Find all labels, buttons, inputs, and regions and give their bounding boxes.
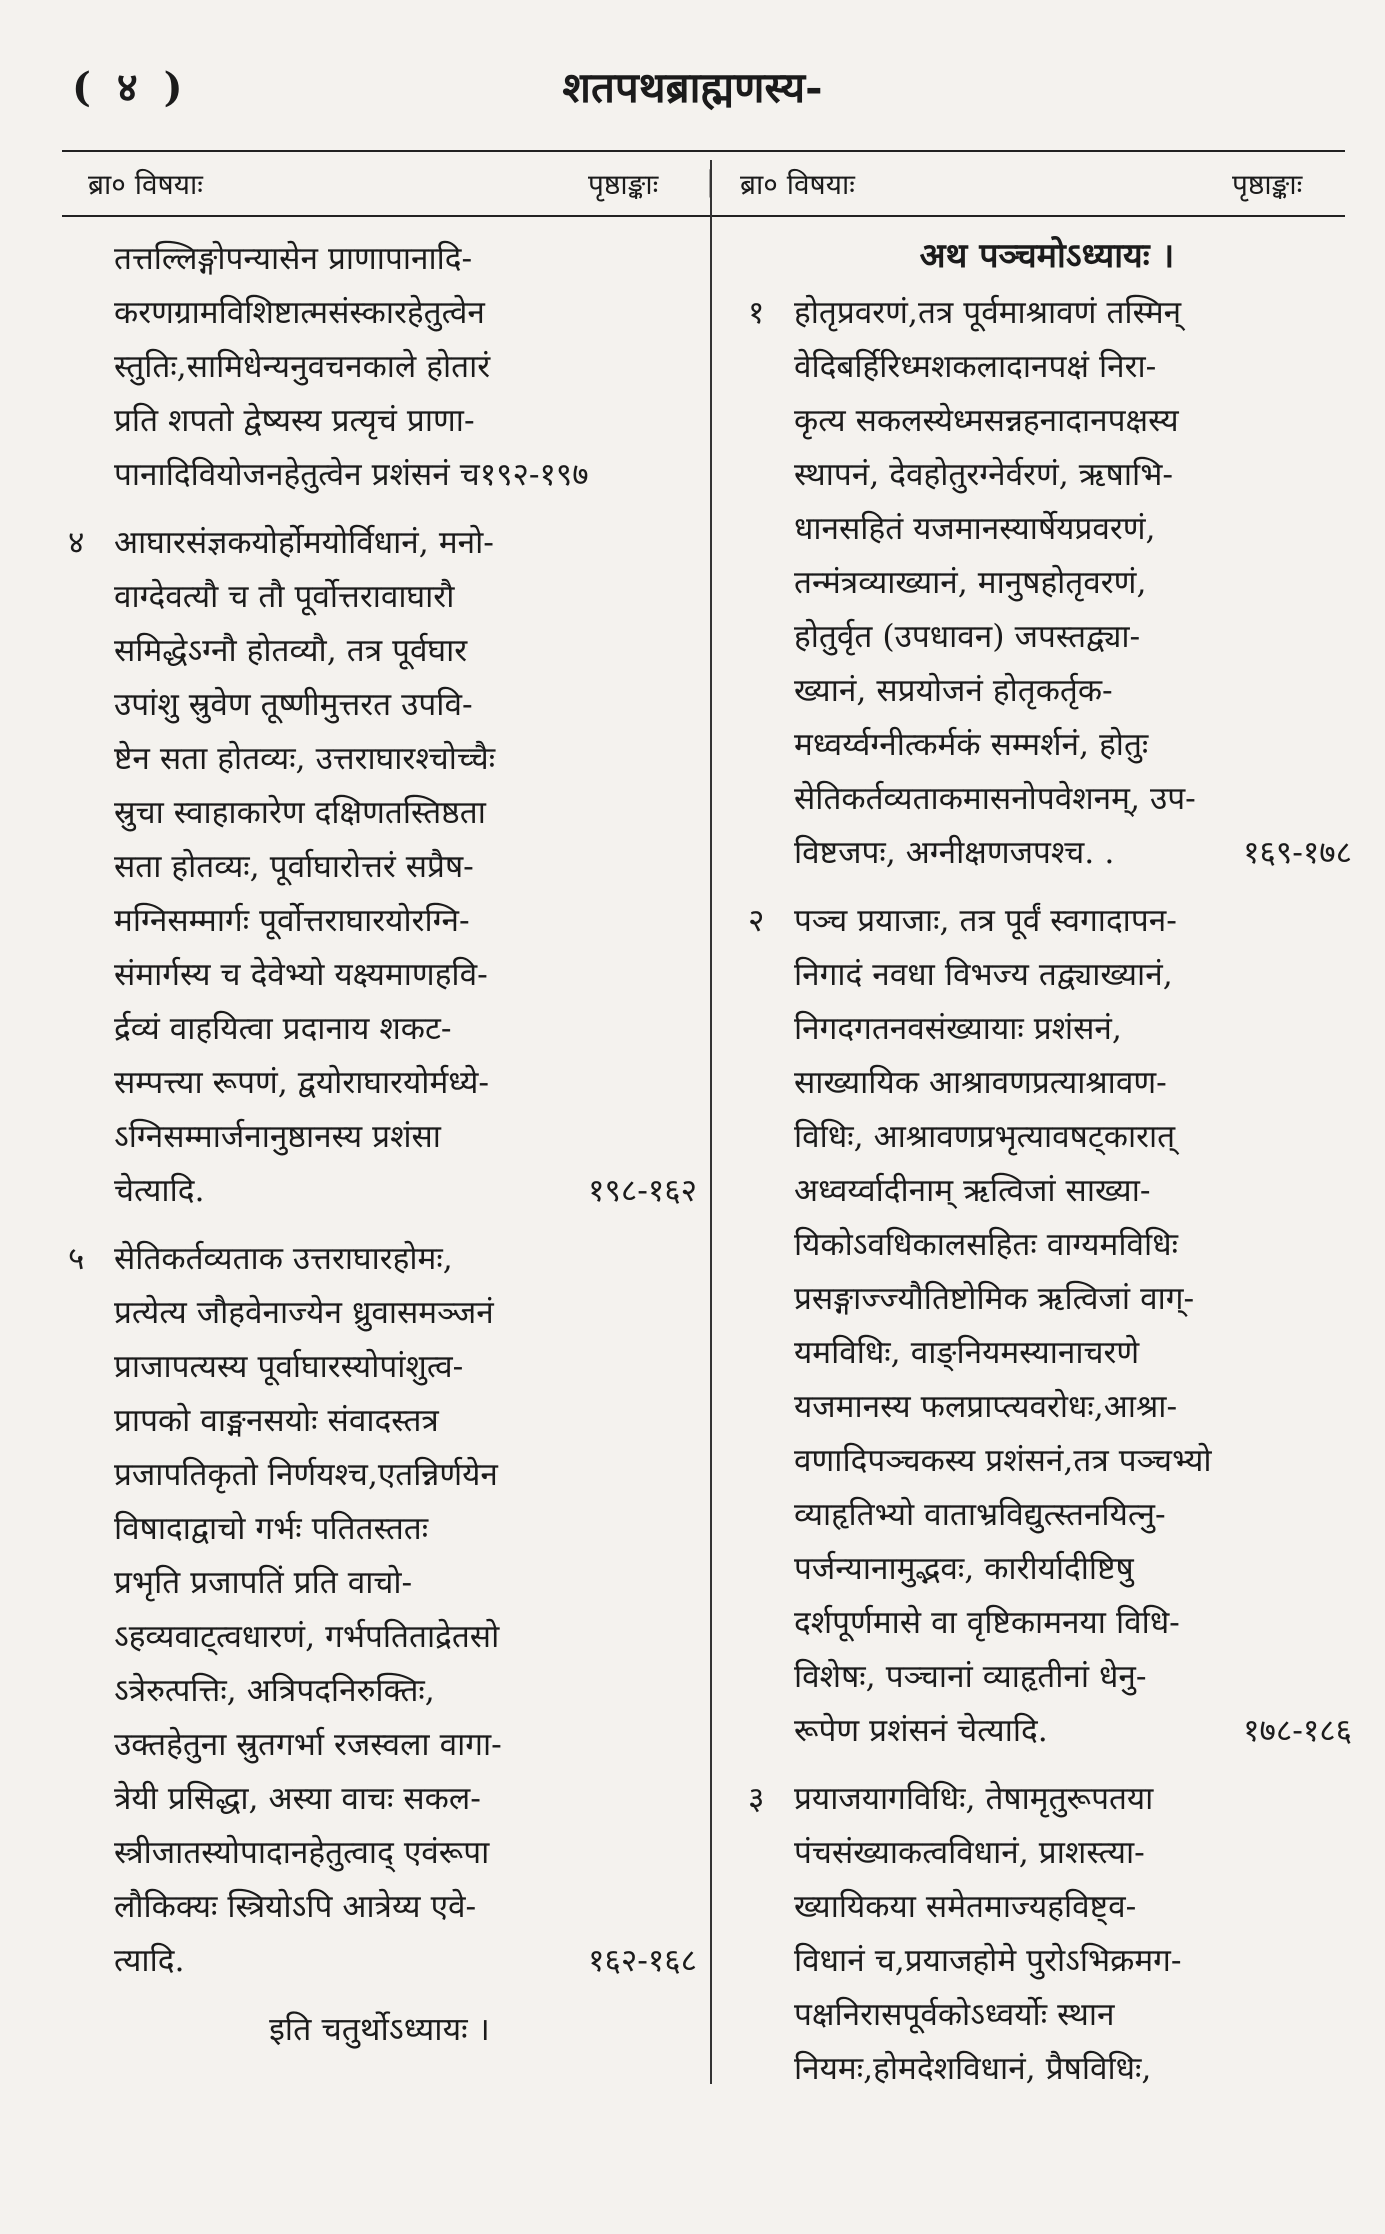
entry-4 [62, 516, 697, 1218]
text-line: पानादिवियोजनहेतुत्वेन प्रशंसनं च१९२-१९७ [114, 457, 589, 493]
text-line: उक्तहेतुना स्रुतगर्भा रजस्वला वागा- [114, 1727, 502, 1763]
page-range: १९८-१६२ [588, 1173, 697, 1209]
entry-3 [742, 1772, 1352, 2096]
text-line: तन्मंत्रव्याख्यानं, मानुषहोतृवरणं, [794, 565, 1147, 601]
text-line: यिकोऽवधिकालसहितः वाग्यमविधिः [794, 1227, 1178, 1263]
entry-5 [62, 1232, 697, 1988]
chapter-end: इति चतुर्थोऽध्यायः । [269, 2010, 490, 2048]
text-line: आघारसंज्ञकयोर्होमयोर्विधानं, मनो- [114, 525, 494, 561]
text-line: तत्तल्लिङ्गोपन्यासेन प्राणापानादि- [114, 241, 473, 277]
running-title: शतपथब्राह्मणस्य- [562, 63, 823, 112]
text-line: ख्यानं, सप्रयोजनं होतृकर्तृक- [794, 673, 1113, 709]
text-line: प्रति शपतो द्वेष्यस्य प्रत्यृचं प्राणा- [114, 403, 475, 439]
text-line: मग्निसम्मार्गः पूर्वोत्तराघारयोरग्नि- [114, 903, 470, 939]
text-line: यमविधिः, वाङ्नियमस्यानाचरणे [794, 1335, 1140, 1371]
text-line: सम्पत्त्या रूपणं, द्वयोराघारयोर्मध्ये- [114, 1065, 490, 1101]
text-line: उपांशु स्रुवेण तूष्णीमुत्तरत उपवि- [114, 687, 473, 723]
text-line: विधानं च,प्रयाजहोमे पुरोऽभिक्रमग- [794, 1943, 1182, 1979]
text-line: चेत्यादि. [114, 1173, 205, 1209]
text-line: स्थापनं, देवहोतुरग्नेर्वरणं, ऋषाभि- [794, 457, 1173, 493]
text-line: विष्टजपः, अग्नीक्षणजपश्च. . [794, 835, 1115, 871]
text-line: संमार्गस्य च देवेभ्यो यक्ष्यमाणहवि- [114, 957, 488, 993]
entry-number: ४ [68, 525, 85, 561]
text-line: साख्यायिक आश्रावणप्रत्याश्रावण- [794, 1065, 1167, 1101]
text-line: निगदगतनवसंख्यायाः प्रशंसनं, [794, 1011, 1122, 1047]
text-line: नियमः,होमदेशविधानं, प्रैषविधिः, [794, 2051, 1152, 2087]
text-line: प्राजापत्यस्य पूर्वाघारस्योपांशुत्व- [114, 1349, 464, 1385]
text-line: करणग्रामविशिष्टात्मसंस्कारहेतुत्वेन [114, 295, 485, 331]
text-line: प्रयाजयागविधिः, तेषामृतुरूपतया [794, 1781, 1154, 1817]
entry-number: १ [748, 295, 765, 331]
text-line-last [114, 1164, 697, 1218]
text-line: वेदिबर्हिरिध्मशकलादानपक्षं निरा- [794, 349, 1157, 385]
text-line: लौकिक्यः स्त्रियोऽपि आत्रेय्य एवे- [114, 1889, 477, 1925]
text-line: सेतिकर्तव्यताकमासनोपवेशनम्, उप- [794, 781, 1196, 817]
text-line: प्रापको वाङ्मनसयोः संवादस्तत्र [114, 1403, 439, 1439]
text-line: समिद्धेऽग्नौ होतव्यौ, तत्र पूर्वघार [114, 633, 468, 669]
entry-1 [742, 286, 1352, 880]
text-line: पर्जन्यानामुद्भवः, कारीर्यादीष्टिषु [794, 1551, 1134, 1587]
entry-2 [742, 894, 1352, 1758]
text-line: सता होतव्यः, पूर्वाघारोत्तरं सप्रैष- [114, 849, 474, 885]
left-page-label: पृष्ठाङ्काः [588, 168, 659, 201]
text-line: प्रजापतिकृतो निर्णयश्च,एतन्निर्णयेन [114, 1457, 498, 1493]
text-line: विशेषः, पञ्चानां व्याहृतीनां धेनु- [794, 1659, 1147, 1695]
text-line: प्रत्येत्य जौहवेनाज्येन ध्रुवासमञ्जनं [114, 1295, 494, 1331]
left-continuation [62, 232, 697, 502]
left-column [62, 232, 697, 2056]
text-line-last [794, 1704, 1352, 1758]
right-page-label: पृष्ठाङ्काः [1232, 168, 1303, 201]
right-column-header: ब्रा० विषयाः [740, 168, 855, 201]
text-line: दर्शपूर्णमासे वा वृष्टिकामनया विधि- [794, 1605, 1180, 1641]
top-rule [62, 150, 1345, 152]
text-line: यजमानस्य फलप्राप्त्यवरोधः,आश्रा- [794, 1389, 1178, 1425]
text-line: वाग्देवत्यौ च तौ पूर्वोत्तरावाघारौ [114, 579, 455, 615]
text-line: ऽहव्यवाट्त्वधारणं, गर्भपतिताद्रेतसो [114, 1619, 500, 1655]
header-separator: | [706, 165, 716, 198]
text-line: होतुर्वृत (उपधावन) जपस्तद्व्या- [794, 619, 1141, 655]
header-rule [62, 215, 1345, 217]
text-line: ऽग्निसम्मार्जनानुष्ठानस्य प्रशंसा [114, 1119, 441, 1155]
text-line: विषादाद्वाचो गर्भः पतितस्ततः [114, 1511, 429, 1547]
entry-number: ३ [748, 1781, 765, 1817]
text-line: प्रसङ्गाज्ज्यौतिष्टोमिक ऋत्विजां वाग्- [794, 1281, 1195, 1317]
page-number: ( ४ ) [72, 64, 189, 111]
text-line: अध्वर्य्वादीनाम् ऋत्विजां साख्या- [794, 1173, 1151, 1209]
text-line: रूपेण प्रशंसनं चेत्यादि. [794, 1713, 1048, 1749]
page-range: १७८-१८६ [1243, 1713, 1352, 1749]
text-line: स्रुचा स्वाहाकारेण दक्षिणतस्तिष्ठता [114, 795, 486, 831]
entry-number: ५ [68, 1241, 85, 1277]
text-line: त्यादि. [114, 1943, 185, 1979]
text-line: विधिः, आश्रावणप्रभृत्यावषट्कारात् [794, 1119, 1176, 1155]
text-line: पंचसंख्याकत्वविधानं, प्राशस्त्या- [794, 1835, 1145, 1871]
text-line-last [794, 826, 1352, 880]
text-line: पञ्च प्रयाजाः, तत्र पूर्वं स्वगादापन- [794, 903, 1177, 939]
right-column [742, 232, 1352, 2110]
entry-number: २ [748, 903, 765, 939]
text-line: त्रेयी प्रसिद्धा, अस्या वाचः सकल- [114, 1781, 481, 1817]
text-line: वणादिपञ्चकस्य प्रशंसनं,तत्र पञ्चभ्यो [794, 1443, 1212, 1479]
text-line: ऽत्रेरुत्पत्तिः, अत्रिपदनिरुक्तिः, [114, 1673, 435, 1709]
text-line: धानसहितं यजमानस्यार्षेयप्रवरणं, [794, 511, 1156, 547]
text-line: सेतिकर्तव्यताक उत्तराघारहोमः, [114, 1241, 453, 1277]
left-column-header: ब्रा० विषयाः [88, 168, 203, 201]
text-line-last [114, 1934, 697, 1988]
column-divider [710, 160, 712, 2084]
text-line: निगादं नवधा विभज्य तद्व्याख्यानं, [794, 957, 1173, 993]
page-range: १६९-१७८ [1243, 835, 1352, 871]
text-line: स्तुतिः,सामिधेन्यनुवचनकाले होतारं [114, 349, 491, 385]
text-line: कृत्य सकलस्येध्मसन्नहनादानपक्षस्य [794, 403, 1179, 439]
text-line: मध्वर्य्वग्नीत्कर्मकं सम्मर्शनं, होतुः [794, 727, 1149, 763]
text-line: ख्यायिकया समेतमाज्यहविष्ट्व- [794, 1889, 1137, 1925]
text-line: होतृप्रवरणं,तत्र पूर्वमाश्रावणं तस्मिन् [794, 295, 1182, 331]
text-line: प्रभृति प्रजापतिं प्रति वाचो- [114, 1565, 413, 1601]
text-line: पक्षनिरासपूर्वकोऽध्वर्योः स्थान [794, 1997, 1115, 2033]
text-line: स्त्रीजातस्योपादानहेतुत्वाद् एवंरूपा [114, 1835, 490, 1871]
text-line: व्याहृतिभ्यो वाताभ्रविद्युत्स्तनयित्नु- [794, 1497, 1166, 1533]
text-line: ष्टेन सता होतव्यः, उत्तराघारश्चोच्चैः [114, 741, 496, 777]
chapter-heading: अथ पञ्चमोऽध्यायः । [919, 236, 1175, 276]
page-range: १६२-१६८ [588, 1943, 697, 1979]
text-line: र्द्रव्यं वाहयित्वा प्रदानाय शकट- [114, 1011, 452, 1047]
